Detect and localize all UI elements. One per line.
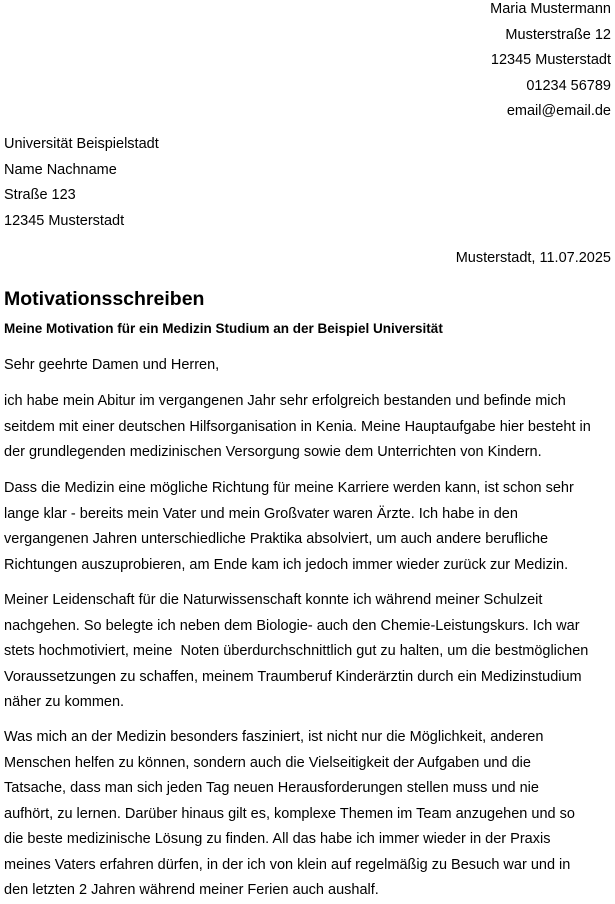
paragraph-line: lange klar - bereits mein Vater und mein Großvater waren Ärzte. Ich habe in den (4, 505, 518, 522)
body-paragraph-1 (4, 389, 612, 466)
body-paragraph-4 (4, 725, 612, 904)
paragraph-line: vergangenen Jahren unterschiedliche Praktika absolviert, um auch andere berufliche (4, 531, 549, 547)
letter-subject: Meine Motivation für ein Medizin Studium an der Beispiel Universität (4, 321, 443, 336)
paragraph-line: seitdem mit einer deutschen Hilfsorganisation in Kenia. Meine Hauptaufgabe hier besteht in (4, 418, 591, 435)
recipient-city: 12345 Musterstadt (4, 212, 125, 229)
date-line: Musterstadt, 11.07.2025 (455, 250, 611, 266)
paragraph-line: Meiner Leidenschaft für die Naturwissenschaft konnte ich während meiner Schulzeit (4, 592, 543, 608)
paragraph-line: Menschen helfen zu können, sondern auch die Vielseitigkeit der Aufgaben und die (4, 754, 531, 771)
salutation: Sehr geehrte Damen und Herren, (4, 357, 220, 373)
body-paragraph-3 (4, 588, 612, 716)
recipient-name: Name Nachname (4, 161, 117, 178)
paragraph-line: die beste medizinische Lösung zu finden. All das habe ich immer wieder in der Praxis (4, 831, 551, 847)
paragraph-line: aufhört, zu lernen. Darüber hinaus gilt es, komplexe Themen im Team anzugehen und so (4, 805, 575, 822)
paragraph-line: Voraussetzungen zu schaffen, meinem Traumberuf Kinderärztin durch ein Medizinstudium (4, 668, 582, 685)
paragraph-line: näher zu kommen. (4, 694, 125, 710)
sender-address-block (490, 0, 611, 125)
letter-title: Motivationsschreiben (4, 288, 205, 310)
recipient-street: Straße 123 (4, 187, 76, 203)
paragraph-line: nachgehen. So belegte ich neben dem Biologie- auch den Chemie-Leistungskurs. Ich war (4, 617, 580, 634)
paragraph-line: meines Vaters erfahren dürfen, in der ich von klein auf regelmäßig zu Besuch war und in (4, 856, 571, 873)
paragraph-line: stets hochmotiviert, meine Noten überdurchschnittlich gut zu halten, um die bestmöglichen (4, 643, 589, 659)
body-paragraph-2 (4, 476, 612, 578)
paragraph-line: ich habe mein Abitur im vergangenen Jahr sehr erfolgreich bestanden und befinde mich (4, 393, 566, 409)
sender-street: Musterstraße 12 (505, 26, 611, 43)
paragraph-line: den letzten 2 Jahren während meiner Ferien auch aushalf. (4, 882, 379, 898)
sender-name: Maria Mustermann (490, 1, 611, 17)
recipient-institution: Universität Beispielstadt (4, 136, 159, 152)
recipient-address-block (4, 132, 159, 234)
paragraph-line: Richtungen auszuprobieren, am Ende kam ich jedoch immer wieder zurück zur Medizin. (4, 556, 569, 573)
paragraph-line: Tatsache, dass man sich jeden Tag neuen Herausforderungen stellen muss und nie (4, 780, 539, 796)
paragraph-line: Was mich an der Medizin besonders fasziniert, ist nicht nur die Möglichkeit, anderen (4, 729, 544, 745)
paragraph-line: der grundlegenden medizinischen Versorgung sowie dem Unterrichten von Kindern. (4, 444, 542, 460)
sender-phone: 01234 56789 (526, 77, 611, 94)
sender-city: 12345 Musterstadt (490, 52, 611, 68)
paragraph-line: Dass die Medizin eine mögliche Richtung für meine Karriere werden kann, ist schon sehr (4, 480, 574, 496)
sender-email: email@email.de (506, 103, 611, 119)
